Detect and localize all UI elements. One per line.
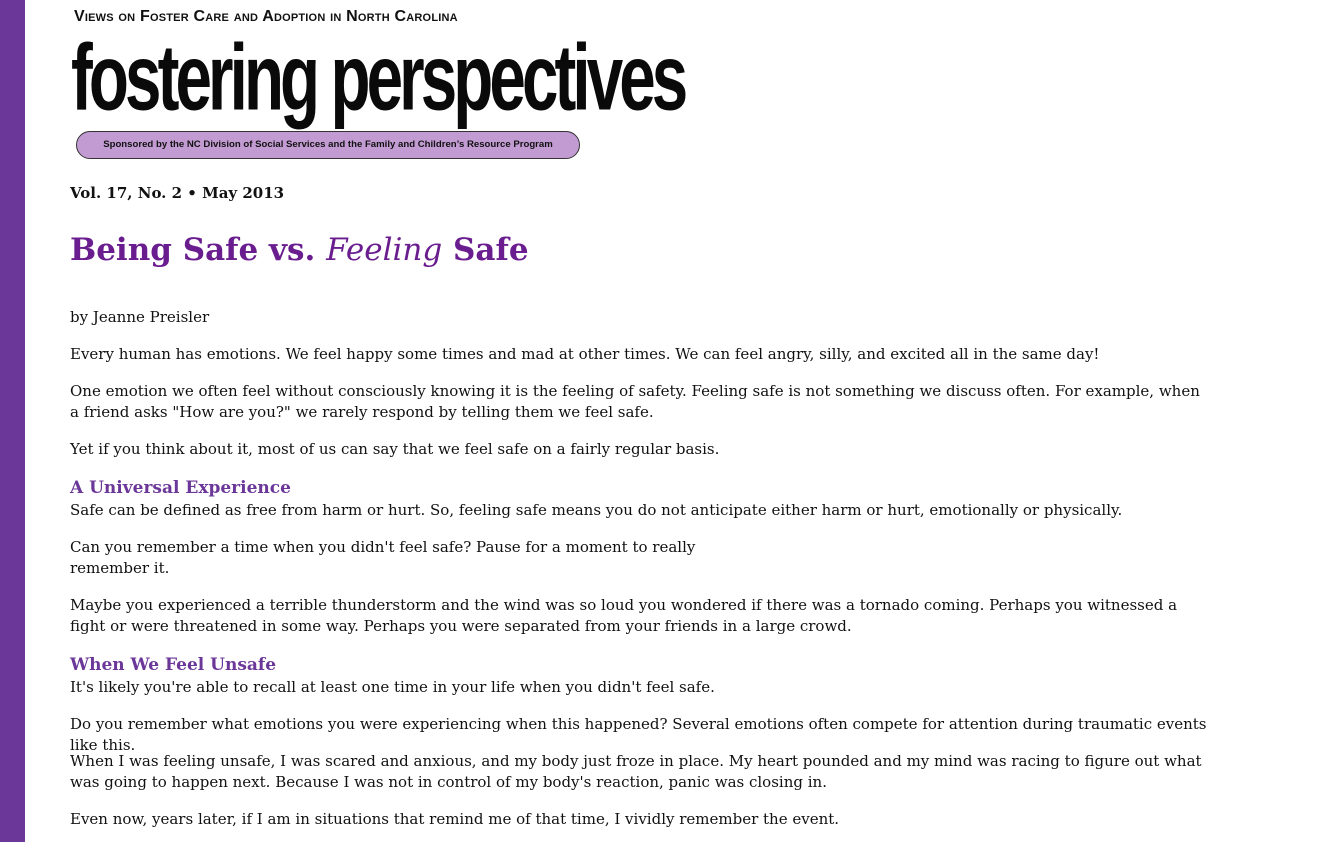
- article-title-emphasis: Feeling: [326, 232, 443, 268]
- left-accent-bar: [0, 0, 25, 842]
- subheading-universal-experience: A Universal Experience: [70, 478, 291, 498]
- paragraph: Yet if you think about it, most of us can say that we feel safe on a fairly regular basis.: [70, 440, 720, 458]
- masthead-kicker: Views on Foster Care and Adoption in North Carolina: [74, 8, 458, 25]
- paragraph: Every human has emotions. We feel happy some times and mad at other times. We can feel angry, silly, and excited all in the same day!: [70, 345, 1100, 363]
- paragraph: Do you remember what emotions you were experiencing when this happened? Several emotions often compete for attention during traumatic events like this.: [70, 715, 1207, 754]
- paragraph: [70, 537, 1210, 579]
- paragraph: Safe can be defined as free from harm or hurt. So, feeling safe means you do not anticipate either harm or hurt, emotionally or physically.: [70, 501, 1123, 519]
- masthead[interactable]: [71, 6, 685, 164]
- paragraph: When I was feeling unsafe, I was scared and anxious, and my body just froze in place. My heart pounded and my mind was racing to figure out what was going to happen next. Because I was not in control of my body's reaction, panic was closing in.: [70, 752, 1202, 791]
- byline: by Jeanne Preisler: [70, 308, 210, 326]
- article-title-part: Safe: [442, 232, 529, 268]
- masthead-logo-text: fostering perspectives: [71, 24, 685, 130]
- paragraph: Maybe you experienced a terrible thunderstorm and the wind was so loud you wondered if there was a tornado coming. Perhaps you witnessed a fight or were threatened in some way. Perhaps you were separated from your friends in a large crowd.: [70, 596, 1178, 635]
- paragraph: Even now, years later, if I am in situations that remind me of that time, I vividly remember the event.: [70, 810, 840, 828]
- article-title: [70, 232, 529, 268]
- paragraph-line: Can you remember a time when you didn't feel safe? Pause for a moment to really: [70, 538, 696, 556]
- article-title-part: Being Safe vs.: [70, 232, 327, 268]
- paragraph: One emotion we often feel without consciously knowing it is the feeling of safety. Feeling safe is not something we discuss often. For example, when a friend asks "How are you?" we rarely respond by telling them we feel safe.: [70, 382, 1200, 421]
- issue-info: Vol. 17, No. 2 • May 2013: [70, 184, 285, 202]
- sponsor-banner: Sponsored by the NC Division of Social Services and the Family and Children’s Resource Program: [76, 131, 580, 159]
- subheading-when-we-feel-unsafe: When We Feel Unsafe: [70, 655, 277, 675]
- paragraph-line: remember it.: [70, 559, 170, 577]
- paragraph: It's likely you're able to recall at least one time in your life when you didn't feel safe.: [70, 678, 715, 696]
